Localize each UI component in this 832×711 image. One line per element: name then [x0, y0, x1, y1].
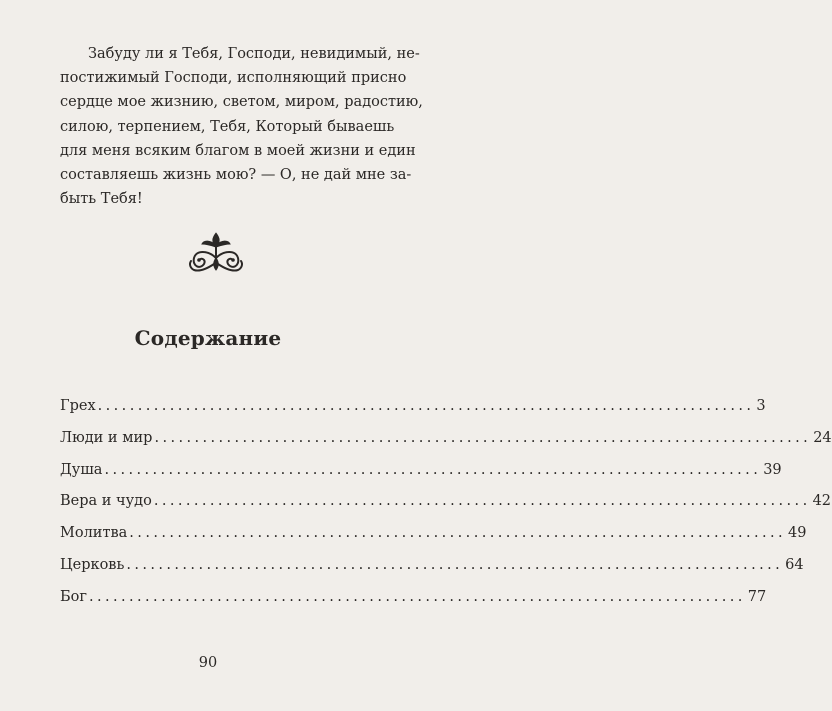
toc-leader-dots: ..................................................................................: [154, 429, 812, 446]
toc-entry-page: 77: [747, 588, 767, 605]
toc-leader-dots: ..................................................................................: [129, 525, 787, 542]
toc-entry-page: 39: [763, 461, 782, 478]
toc-entry: [60, 493, 832, 525]
paragraph-line: Забуду ли я Тебя, Господи, невидимый, не-: [88, 46, 420, 62]
toc-entry: [60, 461, 782, 494]
toc-entry-page: 42: [812, 493, 832, 510]
toc-leader-dots: ..................................................................................: [104, 461, 762, 478]
toc-entry-page: 3: [756, 398, 766, 414]
toc-entry: [60, 556, 804, 589]
toc-entry-title: Бог: [60, 588, 87, 605]
toc-entry-page: 24: [813, 429, 832, 446]
toc-entry-title: Вера и чудо: [60, 493, 152, 510]
toc-entry-title: Грех: [60, 398, 96, 414]
floral-ornament-icon: [184, 228, 248, 276]
paragraph-line: силою, терпением, Тебя, Который бываешь: [60, 118, 395, 135]
toc-entry-title: Церковь: [60, 556, 125, 573]
toc-entry-title: Люди и мир: [60, 429, 153, 446]
table-of-contents: [60, 398, 832, 621]
toc-leader-dots: ..................................................................................: [88, 588, 746, 605]
page-number: 90: [198, 655, 218, 671]
toc-entry: [60, 525, 807, 557]
toc-entry-page: 64: [785, 556, 804, 573]
paragraph-line: сердце мое жизнию, светом, миром, радостию,: [60, 94, 423, 111]
paragraph-line: постижимый Господи, исполняющий присно: [60, 70, 407, 87]
closing-paragraph: [60, 42, 423, 211]
paragraph-line: для меня всяким благом в моей жизни и един: [60, 142, 416, 159]
toc-leader-dots: ..................................................................................: [126, 556, 784, 573]
paragraph-line: составляешь жизнь мою? — О, не дай мне за-: [60, 167, 412, 184]
toc-leader-dots: ..................................................................................: [97, 398, 755, 414]
toc-leader-dots: ..................................................................................: [153, 493, 811, 510]
toc-entry: [60, 429, 832, 462]
toc-entry-page: 49: [788, 525, 807, 542]
toc-entry-title: Душа: [60, 461, 103, 478]
toc-entry: [60, 398, 766, 430]
paragraph-line: быть Тебя!: [60, 191, 143, 208]
contents-heading: Содержание: [134, 326, 282, 350]
toc-entry: [60, 588, 767, 621]
toc-entry-title: Молитва: [60, 525, 128, 542]
